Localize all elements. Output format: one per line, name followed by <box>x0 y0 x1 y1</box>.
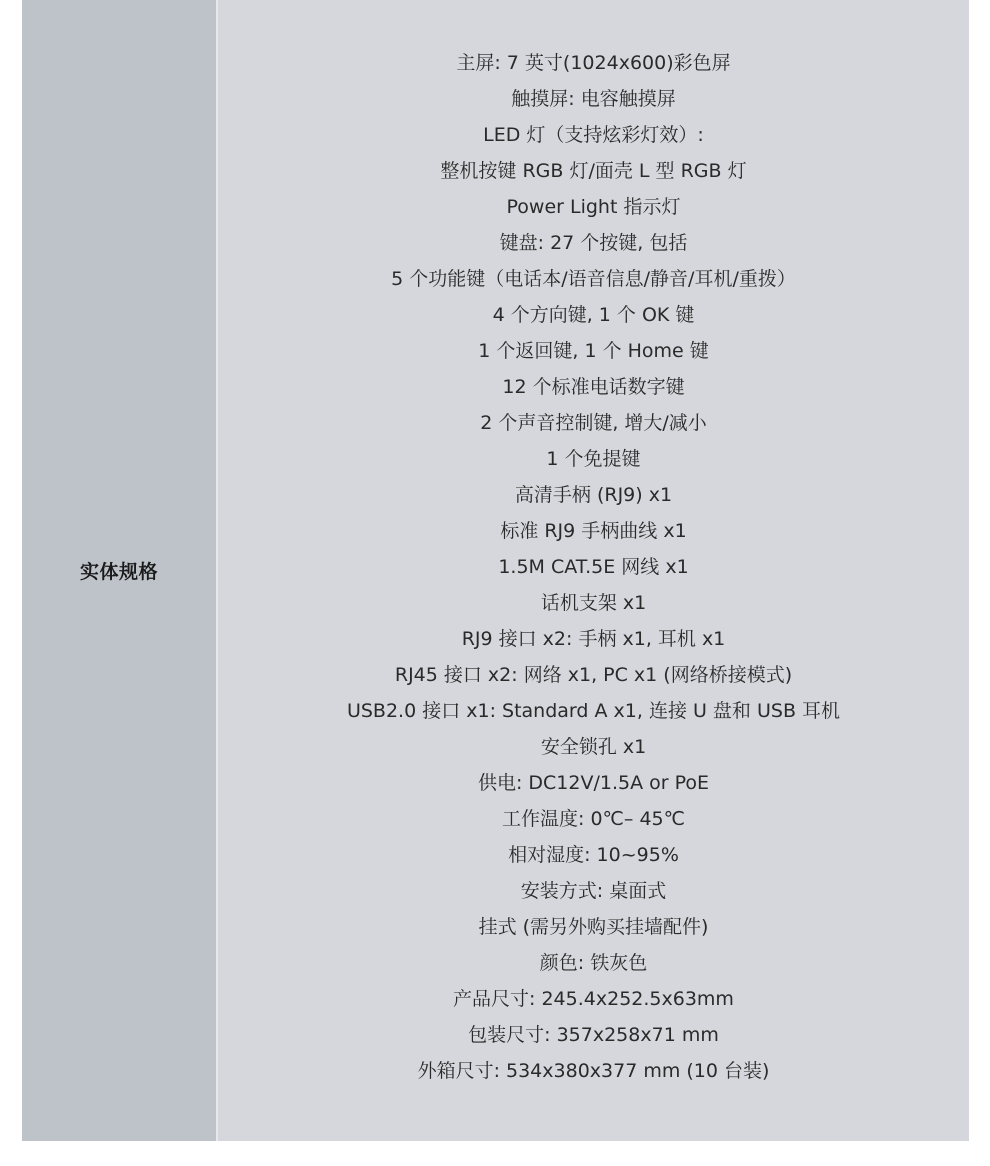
spec-line: 整机按键 RGB 灯/面壳 L 型 RGB 灯 <box>440 160 747 182</box>
spec-line: USB2.0 接口 x1: Standard A x1, 连接 U 盘和 USB 耳机 <box>346 700 841 722</box>
spec-line: 1 个返回键, 1 个 Home 键 <box>478 340 709 362</box>
spec-line: 1.5M CAT.5E 网线 x1 <box>498 556 689 578</box>
spec-line: RJ45 接口 x2: 网络 x1, PC x1 (网络桥接模式) <box>394 664 793 686</box>
spec-line: 包装尺寸: 357x258x71 mm <box>468 1024 719 1046</box>
spec-line: 外箱尺寸: 534x380x377 mm (10 台装) <box>417 1060 770 1082</box>
spec-line: LED 灯（支持炫彩灯效）: <box>483 124 704 146</box>
spec-line: 高清手柄 (RJ9) x1 <box>514 484 673 506</box>
spec-list <box>218 45 969 1089</box>
spec-line: 颜色: 铁灰色 <box>539 952 648 974</box>
spec-line: 2 个声音控制键, 增大/减小 <box>480 412 707 434</box>
spec-line: 5 个功能键（电话本/语音信息/静音/耳机/重拨） <box>391 268 796 290</box>
spec-line: 安装方式: 桌面式 <box>520 880 667 902</box>
spec-line: 主屏: 7 英寸(1024x600)彩色屏 <box>456 52 731 74</box>
spec-table <box>22 0 969 1141</box>
spec-label-cell <box>22 0 216 1141</box>
spec-line: 4 个方向键, 1 个 OK 键 <box>492 304 695 326</box>
spec-line: 1 个免提键 <box>546 448 641 470</box>
spec-line: 12 个标准电话数字键 <box>502 376 685 398</box>
spec-line: RJ9 接口 x2: 手柄 x1, 耳机 x1 <box>461 628 726 650</box>
spec-value-cell <box>218 0 969 1141</box>
spec-line: 相对湿度: 10~95% <box>508 844 679 866</box>
spec-line: 话机支架 x1 <box>540 592 647 614</box>
spec-line: 标准 RJ9 手柄曲线 x1 <box>500 520 687 542</box>
spec-line: 供电: DC12V/1.5A or PoE <box>477 772 710 794</box>
spec-category-label: 实体规格 <box>79 561 158 583</box>
spec-line: 挂式 (需另外购买挂墙配件) <box>478 916 709 938</box>
spec-line: Power Light 指示灯 <box>506 196 681 218</box>
spec-line: 产品尺寸: 245.4x252.5x63mm <box>453 988 734 1010</box>
spec-line: 键盘: 27 个按键, 包括 <box>499 232 688 254</box>
spec-line: 触摸屏: 电容触摸屏 <box>511 88 676 110</box>
spec-line: 工作温度: 0℃– 45℃ <box>502 808 685 830</box>
spec-line: 安全锁孔 x1 <box>540 736 647 758</box>
